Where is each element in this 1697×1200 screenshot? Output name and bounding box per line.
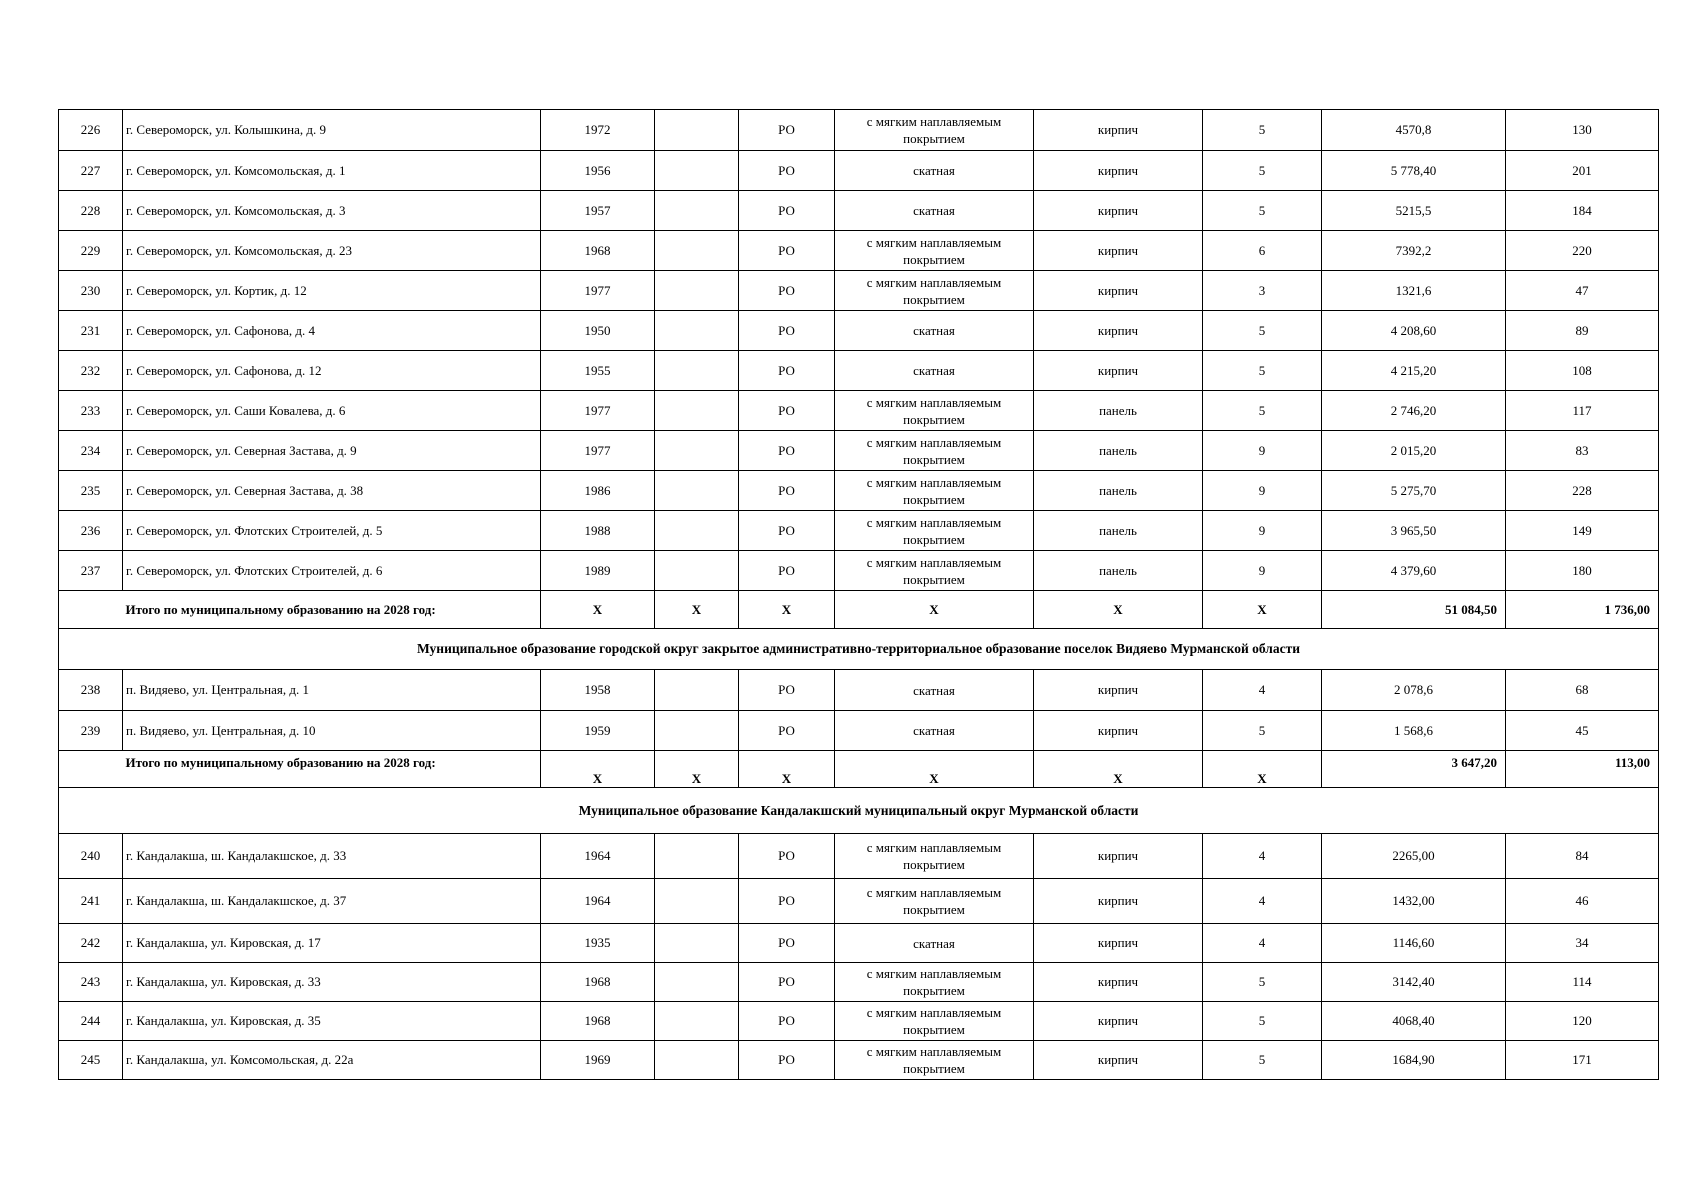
program-code: РО bbox=[739, 711, 835, 751]
floor-count: 5 bbox=[1203, 351, 1322, 391]
area: 1321,6 bbox=[1322, 271, 1506, 311]
area: 1432,00 bbox=[1322, 879, 1506, 924]
program-code: РО bbox=[739, 110, 835, 151]
table-row bbox=[59, 511, 1659, 551]
roof-type: с мягким наплавляемым покрытием bbox=[835, 271, 1034, 311]
wall-material: панель bbox=[1034, 551, 1203, 591]
total-x-mark: X bbox=[655, 591, 739, 629]
blank-cell bbox=[655, 670, 739, 711]
floor-count: 5 bbox=[1203, 391, 1322, 431]
blank-cell bbox=[655, 924, 739, 963]
wall-material: кирпич bbox=[1034, 191, 1203, 231]
row-number: 245 bbox=[59, 1041, 123, 1080]
roof-type: скатная bbox=[835, 191, 1034, 231]
total-x-mark: X bbox=[655, 751, 739, 788]
residents: 114 bbox=[1506, 963, 1659, 1002]
total-x-mark: X bbox=[739, 591, 835, 629]
year-built: 1950 bbox=[541, 311, 655, 351]
wall-material: панель bbox=[1034, 471, 1203, 511]
address: г. Североморск, ул. Сафонова, д. 4 bbox=[123, 311, 541, 351]
total-x-mark: X bbox=[1034, 591, 1203, 629]
table-row bbox=[59, 879, 1659, 924]
blank-cell bbox=[655, 391, 739, 431]
address: г. Североморск, ул. Флотских Строителей, д. 5 bbox=[123, 511, 541, 551]
floor-count: 5 bbox=[1203, 1002, 1322, 1041]
row-number: 241 bbox=[59, 879, 123, 924]
year-built: 1968 bbox=[541, 231, 655, 271]
residents: 180 bbox=[1506, 551, 1659, 591]
area: 4 208,60 bbox=[1322, 311, 1506, 351]
residents: 89 bbox=[1506, 311, 1659, 351]
table-row bbox=[59, 1002, 1659, 1041]
table-row bbox=[59, 151, 1659, 191]
row-number: 236 bbox=[59, 511, 123, 551]
row-number: 226 bbox=[59, 110, 123, 151]
table-row bbox=[59, 431, 1659, 471]
table-row bbox=[59, 110, 1659, 151]
program-code: РО bbox=[739, 311, 835, 351]
area: 5 778,40 bbox=[1322, 151, 1506, 191]
area: 2 746,20 bbox=[1322, 391, 1506, 431]
total-x-mark: X bbox=[541, 591, 655, 629]
address: г. Кандалакша, ул. Комсомольская, д. 22а bbox=[123, 1041, 541, 1080]
total-x-mark: X bbox=[1203, 591, 1322, 629]
wall-material: кирпич bbox=[1034, 879, 1203, 924]
roof-type: скатная bbox=[835, 311, 1034, 351]
address: г. Кандалакша, ул. Кировская, д. 17 bbox=[123, 924, 541, 963]
wall-material: кирпич bbox=[1034, 231, 1203, 271]
residents: 228 bbox=[1506, 471, 1659, 511]
residents: 108 bbox=[1506, 351, 1659, 391]
total-x-mark: X bbox=[1203, 751, 1322, 788]
residents: 84 bbox=[1506, 834, 1659, 879]
floor-count: 9 bbox=[1203, 551, 1322, 591]
wall-material: кирпич bbox=[1034, 271, 1203, 311]
program-code: РО bbox=[739, 670, 835, 711]
table-row bbox=[59, 471, 1659, 511]
residents: 34 bbox=[1506, 924, 1659, 963]
roof-type: с мягким наплавляемым покрытием bbox=[835, 834, 1034, 879]
floor-count: 5 bbox=[1203, 110, 1322, 151]
roof-type: с мягким наплавляемым покрытием bbox=[835, 110, 1034, 151]
table-row bbox=[59, 1041, 1659, 1080]
roof-type: с мягким наплавляемым покрытием bbox=[835, 511, 1034, 551]
total-label: Итого по муниципальному образованию на 2028 год: bbox=[123, 751, 541, 788]
residents: 45 bbox=[1506, 711, 1659, 751]
table-row bbox=[59, 834, 1659, 879]
roof-type: скатная bbox=[835, 351, 1034, 391]
table-body bbox=[59, 110, 1659, 1080]
program-code: РО bbox=[739, 271, 835, 311]
roof-type: скатная bbox=[835, 151, 1034, 191]
section-header-row bbox=[59, 629, 1659, 670]
total-blank-cell bbox=[59, 591, 123, 629]
blank-cell bbox=[655, 471, 739, 511]
row-number: 233 bbox=[59, 391, 123, 431]
area: 4068,40 bbox=[1322, 1002, 1506, 1041]
roof-type: скатная bbox=[835, 711, 1034, 751]
year-built: 1989 bbox=[541, 551, 655, 591]
year-built: 1957 bbox=[541, 191, 655, 231]
floor-count: 4 bbox=[1203, 924, 1322, 963]
residents: 68 bbox=[1506, 670, 1659, 711]
row-number: 237 bbox=[59, 551, 123, 591]
address: г. Североморск, ул. Флотских Строителей, д. 6 bbox=[123, 551, 541, 591]
blank-cell bbox=[655, 351, 739, 391]
program-code: РО bbox=[739, 551, 835, 591]
program-code: РО bbox=[739, 924, 835, 963]
roof-type: с мягким наплавляемым покрытием bbox=[835, 431, 1034, 471]
wall-material: кирпич bbox=[1034, 311, 1203, 351]
wall-material: кирпич bbox=[1034, 1002, 1203, 1041]
wall-material: кирпич bbox=[1034, 351, 1203, 391]
wall-material: кирпич bbox=[1034, 834, 1203, 879]
wall-material: кирпич bbox=[1034, 963, 1203, 1002]
program-code: РО bbox=[739, 431, 835, 471]
residents: 220 bbox=[1506, 231, 1659, 271]
wall-material: кирпич bbox=[1034, 1041, 1203, 1080]
total-row bbox=[59, 591, 1659, 629]
residents: 130 bbox=[1506, 110, 1659, 151]
table-row bbox=[59, 551, 1659, 591]
roof-type: с мягким наплавляемым покрытием bbox=[835, 551, 1034, 591]
program-code: РО bbox=[739, 471, 835, 511]
floor-count: 3 bbox=[1203, 271, 1322, 311]
year-built: 1977 bbox=[541, 391, 655, 431]
blank-cell bbox=[655, 1002, 739, 1041]
program-code: РО bbox=[739, 151, 835, 191]
year-built: 1977 bbox=[541, 271, 655, 311]
year-built: 1968 bbox=[541, 1002, 655, 1041]
address: г. Кандалакша, ш. Кандалакшское, д. 33 bbox=[123, 834, 541, 879]
floor-count: 4 bbox=[1203, 834, 1322, 879]
table-row bbox=[59, 231, 1659, 271]
area: 2265,00 bbox=[1322, 834, 1506, 879]
total-row bbox=[59, 751, 1659, 788]
row-number: 244 bbox=[59, 1002, 123, 1041]
year-built: 1968 bbox=[541, 963, 655, 1002]
floor-count: 5 bbox=[1203, 191, 1322, 231]
row-number: 239 bbox=[59, 711, 123, 751]
area: 4 379,60 bbox=[1322, 551, 1506, 591]
row-number: 229 bbox=[59, 231, 123, 271]
blank-cell bbox=[655, 963, 739, 1002]
program-code: РО bbox=[739, 191, 835, 231]
table-row bbox=[59, 351, 1659, 391]
address: г. Кандалакша, ул. Кировская, д. 33 bbox=[123, 963, 541, 1002]
blank-cell bbox=[655, 1041, 739, 1080]
total-label: Итого по муниципальному образованию на 2028 год: bbox=[123, 591, 541, 629]
area: 4 215,20 bbox=[1322, 351, 1506, 391]
table-row bbox=[59, 711, 1659, 751]
blank-cell bbox=[655, 151, 739, 191]
area: 1 568,6 bbox=[1322, 711, 1506, 751]
table-row bbox=[59, 924, 1659, 963]
wall-material: панель bbox=[1034, 391, 1203, 431]
residents: 117 bbox=[1506, 391, 1659, 431]
wall-material: кирпич bbox=[1034, 110, 1203, 151]
section-header-row bbox=[59, 788, 1659, 834]
blank-cell bbox=[655, 431, 739, 471]
address: г. Североморск, ул. Комсомольская, д. 23 bbox=[123, 231, 541, 271]
wall-material: кирпич bbox=[1034, 670, 1203, 711]
roof-type: скатная bbox=[835, 924, 1034, 963]
wall-material: кирпич bbox=[1034, 924, 1203, 963]
roof-type: скатная bbox=[835, 670, 1034, 711]
total-residents: 1 736,00 bbox=[1506, 591, 1659, 629]
blank-cell bbox=[655, 834, 739, 879]
year-built: 1969 bbox=[541, 1041, 655, 1080]
address: г. Североморск, ул. Кортик, д. 12 bbox=[123, 271, 541, 311]
row-number: 235 bbox=[59, 471, 123, 511]
wall-material: панель bbox=[1034, 511, 1203, 551]
year-built: 1986 bbox=[541, 471, 655, 511]
area: 7392,2 bbox=[1322, 231, 1506, 271]
row-number: 232 bbox=[59, 351, 123, 391]
address: г. Североморск, ул. Комсомольская, д. 3 bbox=[123, 191, 541, 231]
table-row bbox=[59, 191, 1659, 231]
floor-count: 9 bbox=[1203, 511, 1322, 551]
table-row bbox=[59, 963, 1659, 1002]
residents: 46 bbox=[1506, 879, 1659, 924]
program-code: РО bbox=[739, 511, 835, 551]
area: 3142,40 bbox=[1322, 963, 1506, 1002]
area: 5215,5 bbox=[1322, 191, 1506, 231]
year-built: 1972 bbox=[541, 110, 655, 151]
blank-cell bbox=[655, 271, 739, 311]
area: 5 275,70 bbox=[1322, 471, 1506, 511]
row-number: 240 bbox=[59, 834, 123, 879]
blank-cell bbox=[655, 879, 739, 924]
program-code: РО bbox=[739, 834, 835, 879]
residents: 120 bbox=[1506, 1002, 1659, 1041]
total-residents: 113,00 bbox=[1506, 751, 1659, 788]
address: г. Североморск, ул. Саши Ковалева, д. 6 bbox=[123, 391, 541, 431]
program-code: РО bbox=[739, 1041, 835, 1080]
year-built: 1955 bbox=[541, 351, 655, 391]
blank-cell bbox=[655, 551, 739, 591]
roof-type: с мягким наплавляемым покрытием bbox=[835, 391, 1034, 431]
floor-count: 5 bbox=[1203, 963, 1322, 1002]
total-area: 3 647,20 bbox=[1322, 751, 1506, 788]
program-code: РО bbox=[739, 1002, 835, 1041]
year-built: 1988 bbox=[541, 511, 655, 551]
roof-type: с мягким наплавляемым покрытием bbox=[835, 963, 1034, 1002]
blank-cell bbox=[655, 110, 739, 151]
program-code: РО bbox=[739, 963, 835, 1002]
address: п. Видяево, ул. Центральная, д. 10 bbox=[123, 711, 541, 751]
residents: 47 bbox=[1506, 271, 1659, 311]
wall-material: кирпич bbox=[1034, 151, 1203, 191]
area: 4570,8 bbox=[1322, 110, 1506, 151]
program-code: РО bbox=[739, 879, 835, 924]
total-x-mark: X bbox=[541, 751, 655, 788]
roof-type: с мягким наплавляемым покрытием bbox=[835, 471, 1034, 511]
address: г. Кандалакша, ул. Кировская, д. 35 bbox=[123, 1002, 541, 1041]
address: г. Североморск, ул. Северная Застава, д. 9 bbox=[123, 431, 541, 471]
blank-cell bbox=[655, 231, 739, 271]
address: п. Видяево, ул. Центральная, д. 1 bbox=[123, 670, 541, 711]
total-x-mark: X bbox=[739, 751, 835, 788]
floor-count: 9 bbox=[1203, 471, 1322, 511]
blank-cell bbox=[655, 191, 739, 231]
address: г. Североморск, ул. Комсомольская, д. 1 bbox=[123, 151, 541, 191]
housing-table bbox=[58, 109, 1659, 1080]
row-number: 230 bbox=[59, 271, 123, 311]
row-number: 231 bbox=[59, 311, 123, 351]
program-code: РО bbox=[739, 391, 835, 431]
year-built: 1956 bbox=[541, 151, 655, 191]
area: 2 015,20 bbox=[1322, 431, 1506, 471]
program-code: РО bbox=[739, 351, 835, 391]
roof-type: с мягким наплавляемым покрытием bbox=[835, 231, 1034, 271]
wall-material: кирпич bbox=[1034, 711, 1203, 751]
floor-count: 5 bbox=[1203, 711, 1322, 751]
roof-type: с мягким наплавляемым покрытием bbox=[835, 879, 1034, 924]
area: 1146,60 bbox=[1322, 924, 1506, 963]
residents: 149 bbox=[1506, 511, 1659, 551]
address: г. Североморск, ул. Колышкина, д. 9 bbox=[123, 110, 541, 151]
area: 3 965,50 bbox=[1322, 511, 1506, 551]
table-row bbox=[59, 311, 1659, 351]
year-built: 1964 bbox=[541, 834, 655, 879]
address: г. Североморск, ул. Северная Застава, д. 38 bbox=[123, 471, 541, 511]
total-x-mark: X bbox=[1034, 751, 1203, 788]
row-number: 243 bbox=[59, 963, 123, 1002]
blank-cell bbox=[655, 311, 739, 351]
residents: 171 bbox=[1506, 1041, 1659, 1080]
year-built: 1964 bbox=[541, 879, 655, 924]
floor-count: 4 bbox=[1203, 670, 1322, 711]
roof-type: с мягким наплавляемым покрытием bbox=[835, 1002, 1034, 1041]
section-title: Муниципальное образование городской округ закрытое административно-территориальное образование поселок Видяево Мурманской области bbox=[59, 629, 1659, 670]
wall-material: панель bbox=[1034, 431, 1203, 471]
row-number: 242 bbox=[59, 924, 123, 963]
row-number: 238 bbox=[59, 670, 123, 711]
floor-count: 9 bbox=[1203, 431, 1322, 471]
year-built: 1935 bbox=[541, 924, 655, 963]
table-row bbox=[59, 271, 1659, 311]
row-number: 234 bbox=[59, 431, 123, 471]
address: г. Кандалакша, ш. Кандалакшское, д. 37 bbox=[123, 879, 541, 924]
table-row bbox=[59, 391, 1659, 431]
year-built: 1958 bbox=[541, 670, 655, 711]
total-x-mark: X bbox=[835, 751, 1034, 788]
row-number: 227 bbox=[59, 151, 123, 191]
area: 1684,90 bbox=[1322, 1041, 1506, 1080]
floor-count: 6 bbox=[1203, 231, 1322, 271]
blank-cell bbox=[655, 511, 739, 551]
floor-count: 5 bbox=[1203, 311, 1322, 351]
total-x-mark: X bbox=[835, 591, 1034, 629]
residents: 83 bbox=[1506, 431, 1659, 471]
area: 2 078,6 bbox=[1322, 670, 1506, 711]
total-area: 51 084,50 bbox=[1322, 591, 1506, 629]
residents: 201 bbox=[1506, 151, 1659, 191]
section-title: Муниципальное образование Кандалакшский муниципальный округ Мурманской области bbox=[59, 788, 1659, 834]
year-built: 1959 bbox=[541, 711, 655, 751]
blank-cell bbox=[655, 711, 739, 751]
floor-count: 5 bbox=[1203, 151, 1322, 191]
total-blank-cell bbox=[59, 751, 123, 788]
row-number: 228 bbox=[59, 191, 123, 231]
roof-type: с мягким наплавляемым покрытием bbox=[835, 1041, 1034, 1080]
residents: 184 bbox=[1506, 191, 1659, 231]
floor-count: 5 bbox=[1203, 1041, 1322, 1080]
table-row bbox=[59, 670, 1659, 711]
floor-count: 4 bbox=[1203, 879, 1322, 924]
address: г. Североморск, ул. Сафонова, д. 12 bbox=[123, 351, 541, 391]
program-code: РО bbox=[739, 231, 835, 271]
year-built: 1977 bbox=[541, 431, 655, 471]
